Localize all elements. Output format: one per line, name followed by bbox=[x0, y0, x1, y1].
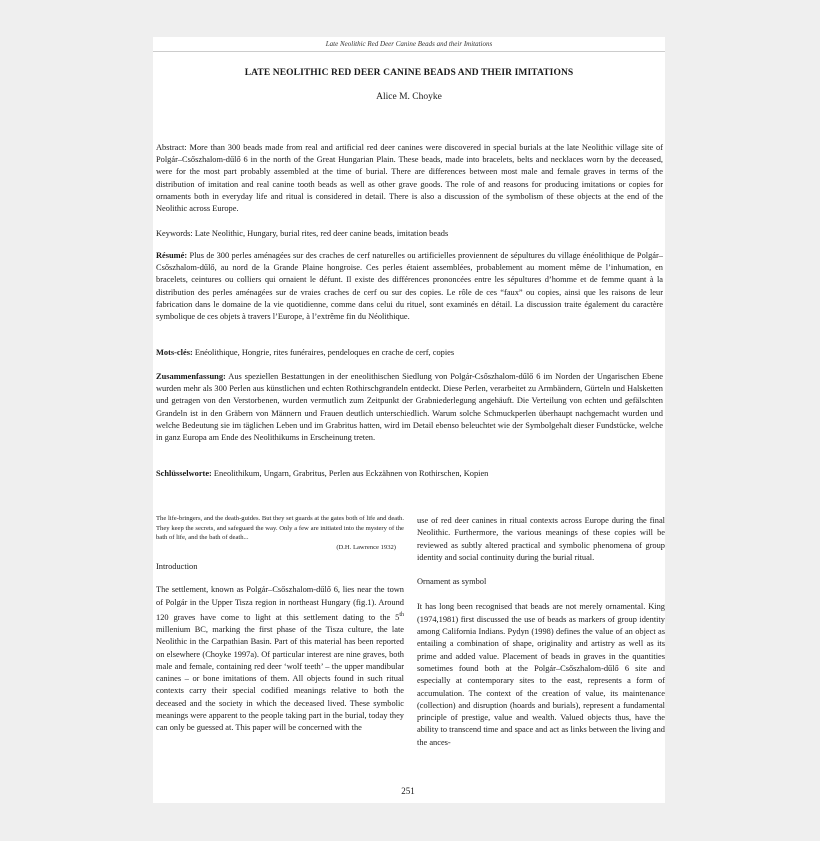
schluesselworte-label: Schlüsselworte: bbox=[156, 469, 212, 478]
introduction-heading: Introduction bbox=[156, 562, 198, 571]
abstract: Abstract: More than 300 beads made from real and artificial red deer canines were discovered in special burials at the late Neolithic village site of Polgár–Csőszhalom-dűlő 6 in the north of the Great Hungarian Plain. These beads, made into bracelets, belts and necklaces worn by the deceased, were for the most part probably assembled at the time of burial. There are differences between most male and female graves in terms of the distribution of imitation and real canine tooth beads as well as other grave goods. The role of and reasons for producing imitations or copies for ornaments both in everyday life and ritual is considered in detail. There is also a discussion of the symbolism of these objects at the end of the Neolithic across Europe. bbox=[156, 143, 663, 214]
introduction-paragraph bbox=[156, 584, 404, 734]
article-title: LATE NEOLITHIC RED DEER CANINE BEADS AND THEIR IMITATIONS bbox=[244, 68, 574, 78]
schluesselworte-text: Eneolithikum, Ungarn, Grabritus, Perlen aus Eckzähnen von Rothirschen, Kopien bbox=[211, 469, 489, 478]
zusammenfassung-text: Aus speziellen Bestattungen in der eneolithischen Siedlung von Polgár-Csőszhalom-dűlő 6 im Norden der Ungarischen Ebene wurden mehr als 300 Perlen aus künstlichen und echten Rothirschgrandeln entdeckt. Diese Perlen, verarbeitet zu Armbändern, Gürteln und Halsketten und getragen von den Verstorbenen, wurden vermutlich zum Zeitpunkt der Grabniederlegung angehäuft. Die Verteilung von echten und gefälschten Grandeln ist in den Gräbern von Männern und Frauen deutlich unterschiedlich. Warum solche Schmuckperlen überhaupt nachgemacht wurden und welche Bedeutung sie im täglichen Leben und im Grabritus hatten, wird im Detail ebenso beleuchtet wie der Symbolgehalt dieser Fundstücke, welche in ganz Europa am Ende des Neolithikums in Erscheinung treten. bbox=[156, 372, 663, 443]
epigraph: The life-bringers, and the death-guides. But they set guards at the gates both of life and death. They keep the secrets, and safeguard the way. Only a few are initiated into the mystery of the bath of life, and the bath of death... bbox=[156, 515, 404, 541]
header-rule bbox=[153, 51, 665, 52]
epigraph-attribution: (D.H. Lawrence 1932) bbox=[336, 543, 396, 551]
running-head: Late Neolithic Red Deer Canine Beads and their Imitations bbox=[325, 40, 493, 48]
zusammenfassung bbox=[156, 371, 663, 444]
resume-label: Résumé: bbox=[156, 251, 188, 260]
mots-cles-text: Enéolithique, Hongrie, rites funéraires, pendeloques en crache de cerf, copies bbox=[192, 348, 455, 357]
intro-superscript: th bbox=[399, 611, 404, 618]
right-paragraph-2: It has long been recognised that beads are not merely ornamental. King (1974,1981) first discussed the use of beads as markers of group identity among California Indians. Pydyn (1998) defines the value of an object as entailing a combination of shape, originality and artistry as well as its prime and added value. Placement of beads in graves in the quantities sometimes found both at the Polgár–Csőszhalom-dűlő 6 site and especially at contemporary sites to the east, represents a form of accumulation. The context of the creation of value, its maintenance (collection) and disruption (hoards and burials), represent a fundamental principle of prestige, value and wealth. Valued objects thus, have the ability to transcend time and space and act as links between the living and the ances- bbox=[417, 602, 665, 747]
zusammenfassung-label: Zusammenfassung: bbox=[156, 372, 226, 381]
keywords: Keywords: Late Neolithic, Hungary, burial rites, red deer canine beads, imitation beads bbox=[156, 229, 449, 238]
intro-text-1: The settlement, known as Polgár–Csőszhalom-dűlő 6, lies near the town of Polgár in the Upper Tisza region in northeast Hungary (fig.1). Around 120 graves have come to light at this settlement dating to the 5 bbox=[156, 585, 404, 622]
right-paragraph-1: use of red deer canines in ritual contexts across Europe during the final Neolithic. Furthermore, the various meanings of these copies will be reviewed as subtly altered practical and symbolic phenomena of group identity and social continuity during the burial ritual. bbox=[417, 516, 665, 562]
right-column bbox=[417, 515, 665, 749]
author-name: Alice M. Choyke bbox=[376, 92, 442, 102]
schluesselworte bbox=[156, 468, 663, 480]
resume bbox=[156, 250, 663, 323]
mots-cles-label: Mots-clés: bbox=[156, 348, 193, 357]
resume-text: Plus de 300 perles aménagées sur des craches de cerf naturelles ou artificielles proviennent de sépultures du village énéolithique de Polgár–Csőszhalom-dűlő, au nord de la Grande Plaine hongroise. Ces perles étaient assemblées, probablement au moment même de l’inhumation, en bracelets, ceintures ou colliers qui ornaient le défunt. Il existe des différences prononcées entre les sépultures d’homme et de femme quant à la distribution des perles aménagées sur de vraies craches de cerf ou sur des copies. Le rôle de ces “faux” ou copies, ainsi que les raisons de leur fabrication dans le domaine de la vie quotidienne, comme dans celui du rituel, sont examinés en détail. La discussion traite également du caractère symbolique de ces objets à travers l’Europe, à l’extrême fin du Néolithique. bbox=[156, 251, 663, 322]
mots-cles bbox=[156, 347, 663, 359]
left-column bbox=[156, 514, 404, 735]
page-number: 251 bbox=[393, 784, 423, 798]
intro-text-2: millenium BC, marking the first phase of the Tisza culture, the late Neolithic in the Carpathian Basin. Part of this material has been reported on elsewhere (Choyke 1997a). Of particular interest are nine graves, both male and female, containing red deer ‘wolf teeth’ – the upper mandibular canines – or bone imitations of them. All objects found in such ritual contexts carry their special codified meanings relative to both the deceased and the society in which the deceased lived. These symbolic meanings were apparent to the people taking part in the burial, today they can only be guessed at. This paper will be concerned with the bbox=[156, 624, 404, 733]
ornament-heading: Ornament as symbol bbox=[417, 577, 487, 587]
journal-page bbox=[153, 37, 665, 803]
